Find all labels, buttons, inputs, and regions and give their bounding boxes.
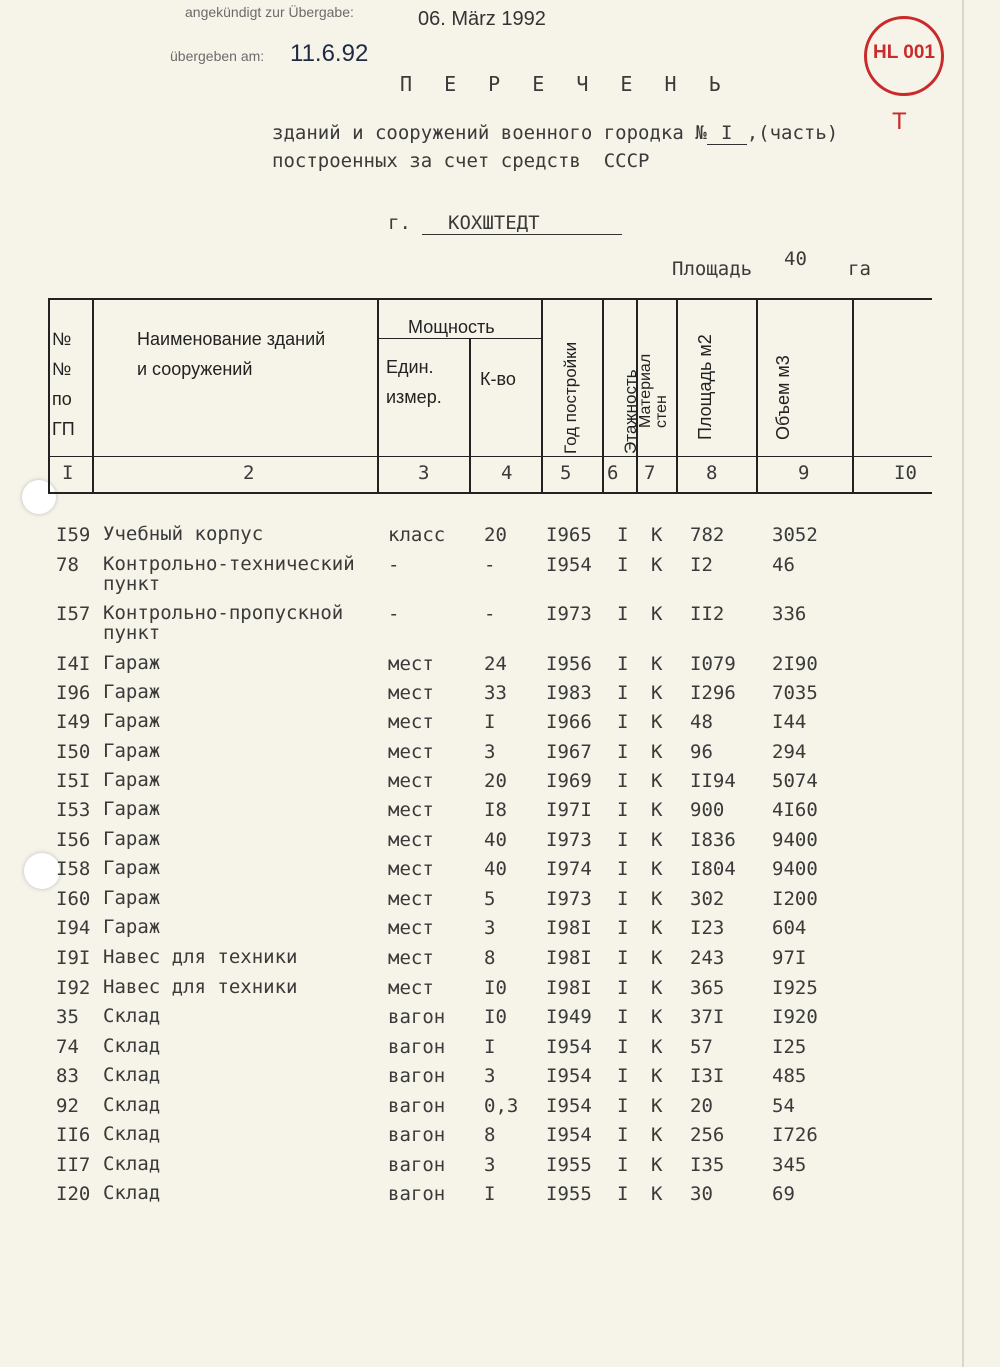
gp-number-cell: I58: [56, 858, 91, 880]
unit-cell: вагон: [388, 1095, 446, 1117]
year-cell: I954: [546, 1036, 592, 1058]
quantity-cell: 3: [484, 741, 496, 763]
col1-header: №№ по ГП: [52, 329, 75, 439]
column-number: 8: [706, 462, 718, 484]
year-cell: I954: [546, 1095, 592, 1117]
year-cell: I955: [546, 1183, 592, 1205]
column-number: 3: [418, 462, 430, 484]
quantity-cell: I: [484, 711, 496, 733]
building-name-cell: Склад: [103, 1182, 161, 1204]
floors-cell: I: [617, 1065, 629, 1087]
volume-cell: 294: [772, 741, 807, 763]
building-name-cell: Учебный корпус: [103, 523, 264, 545]
gp-number-cell: I60: [56, 888, 91, 910]
material-cell: К: [651, 653, 663, 675]
gp-number-cell: 35: [56, 1006, 79, 1028]
floors-cell: I: [617, 829, 629, 851]
year-cell: I973: [546, 829, 592, 851]
col4-header: К-во: [480, 369, 516, 389]
gp-number-cell: 83: [56, 1065, 79, 1087]
material-cell: К: [651, 799, 663, 821]
gp-number-cell: II6: [56, 1124, 91, 1146]
table-row: [0, 653, 1000, 682]
year-cell: I955: [546, 1154, 592, 1176]
material-cell: К: [651, 1065, 663, 1087]
area-cell: 365: [690, 977, 725, 999]
floors-cell: I: [617, 554, 629, 576]
material-cell: К: [651, 1124, 663, 1146]
table-row: [0, 1154, 1000, 1183]
quantity-cell: 24: [484, 653, 507, 675]
unit-cell: мест: [388, 741, 434, 763]
area-cell: 57: [690, 1036, 713, 1058]
volume-cell: 485: [772, 1065, 807, 1087]
grid-line: [541, 300, 543, 494]
building-name-cell: Контрольно-пропускной пункт: [103, 602, 344, 644]
table-row: [0, 1183, 1000, 1212]
grid-line: [852, 300, 854, 494]
year-cell: I974: [546, 858, 592, 880]
area-cell: 900: [690, 799, 725, 821]
gp-number-cell: II7: [56, 1154, 91, 1176]
unit-cell: мест: [388, 770, 434, 792]
volume-cell: I200: [772, 888, 818, 910]
table-bottom-rule: [48, 492, 932, 494]
table-row: [0, 917, 1000, 946]
area-cell: 782: [690, 524, 725, 546]
quantity-cell: I: [484, 1183, 496, 1205]
area-cell: I3I: [690, 1065, 725, 1087]
material-cell: К: [651, 741, 663, 763]
material-cell: К: [651, 1183, 663, 1205]
column-number: I: [62, 462, 74, 484]
unit-cell: класс: [388, 524, 446, 546]
area-cell: II94: [690, 770, 736, 792]
volume-cell: 97I: [772, 947, 807, 969]
floors-cell: I: [617, 947, 629, 969]
floors-cell: I: [617, 858, 629, 880]
header-line-2: построенных за счет средств СССР: [272, 150, 650, 172]
area-cell: 302: [690, 888, 725, 910]
quantity-cell: I0: [484, 1006, 507, 1028]
material-cell: К: [651, 682, 663, 704]
year-cell: I973: [546, 888, 592, 910]
gp-number-cell: 78: [56, 554, 79, 576]
gp-number-cell: I50: [56, 741, 91, 763]
col9-header: Объем м3: [773, 355, 793, 440]
material-cell: К: [651, 917, 663, 939]
grid-line: [92, 300, 94, 494]
year-cell: I98I: [546, 977, 592, 999]
floors-cell: I: [617, 682, 629, 704]
table-row: [0, 682, 1000, 711]
column-number: 2: [243, 462, 255, 484]
unit-cell: -: [388, 554, 400, 576]
floors-cell: I: [617, 917, 629, 939]
quantity-cell: 8: [484, 947, 496, 969]
table-row: [0, 553, 1000, 595]
material-cell: К: [651, 1154, 663, 1176]
floors-cell: I: [617, 1006, 629, 1028]
col6-header: Этажность: [621, 369, 640, 454]
year-cell: I954: [546, 1065, 592, 1087]
table-top-rule: [48, 298, 932, 300]
year-cell: I97I: [546, 799, 592, 821]
volume-cell: 336: [772, 603, 807, 625]
material-cell: К: [651, 1006, 663, 1028]
corner-mark: T: [892, 108, 907, 135]
area-cell: II2: [690, 603, 725, 625]
unit-cell: вагон: [388, 1154, 446, 1176]
gp-number-cell: I9I: [56, 947, 91, 969]
volume-cell: 3052: [772, 524, 818, 546]
volume-cell: I726: [772, 1124, 818, 1146]
floors-cell: I: [617, 524, 629, 546]
grid-line: [48, 300, 50, 494]
floors-cell: I: [617, 1036, 629, 1058]
grid-line: [756, 300, 758, 494]
quantity-cell: 40: [484, 858, 507, 880]
table-row: [0, 1124, 1000, 1153]
year-cell: I956: [546, 653, 592, 675]
material-cell: К: [651, 888, 663, 910]
building-name-cell: Гараж: [103, 740, 161, 762]
quantity-cell: 3: [484, 917, 496, 939]
unit-cell: мест: [388, 799, 434, 821]
area-cell: 48: [690, 711, 713, 733]
volume-cell: 54: [772, 1095, 795, 1117]
area-cell: I23: [690, 917, 725, 939]
building-name-cell: Склад: [103, 1064, 161, 1086]
volume-cell: 604: [772, 917, 807, 939]
material-cell: К: [651, 524, 663, 546]
gp-number-cell: I59: [56, 524, 91, 546]
material-cell: К: [651, 603, 663, 625]
floors-cell: I: [617, 711, 629, 733]
table-row: [0, 888, 1000, 917]
header-line-1: [272, 122, 838, 145]
building-name-cell: Гараж: [103, 857, 161, 879]
table-row: [0, 799, 1000, 828]
floors-cell: I: [617, 888, 629, 910]
column-number: I0: [894, 462, 917, 484]
building-name-cell: Гараж: [103, 828, 161, 850]
area-cell: 30: [690, 1183, 713, 1205]
floors-cell: I: [617, 1124, 629, 1146]
area-cell: 256: [690, 1124, 725, 1146]
building-name-cell: Гараж: [103, 710, 161, 732]
area-cell: I079: [690, 653, 736, 675]
capacity-header: Мощность: [408, 317, 495, 337]
gp-number-cell: I53: [56, 799, 91, 821]
unit-cell: мест: [388, 977, 434, 999]
area-cell: 96: [690, 741, 713, 763]
city-name: КОХШТЕДТ: [422, 212, 622, 235]
volume-cell: I44: [772, 711, 807, 733]
handed-date: 11.6.92: [290, 40, 369, 67]
column-number: 6: [607, 462, 619, 484]
gp-number-cell: I56: [56, 829, 91, 851]
material-cell: К: [651, 770, 663, 792]
col3-header: Един. измер.: [386, 357, 442, 407]
area-cell: 243: [690, 947, 725, 969]
grid-line: [602, 300, 604, 494]
gp-number-cell: 74: [56, 1036, 79, 1058]
col2-header: Наименование зданий и сооружений: [137, 329, 326, 379]
unit-cell: мест: [388, 947, 434, 969]
quantity-cell: -: [484, 603, 496, 625]
quantity-cell: 3: [484, 1065, 496, 1087]
unit-cell: мест: [388, 682, 434, 704]
material-cell: К: [651, 554, 663, 576]
table-row: [0, 858, 1000, 887]
material-cell: К: [651, 711, 663, 733]
unit-cell: мест: [388, 653, 434, 675]
announced-label: angekündigt zur Übergabe:: [185, 4, 354, 20]
year-cell: I967: [546, 741, 592, 763]
grid-line: [377, 300, 379, 494]
material-cell: К: [651, 829, 663, 851]
building-name-cell: Гараж: [103, 681, 161, 703]
building-name-cell: Склад: [103, 1005, 161, 1027]
col7-header: Материал стен: [637, 353, 670, 428]
volume-cell: 9400: [772, 829, 818, 851]
gp-number-cell: I20: [56, 1183, 91, 1205]
area-cell: I836: [690, 829, 736, 851]
building-name-cell: Гараж: [103, 916, 161, 938]
year-cell: I966: [546, 711, 592, 733]
col8-header: Площадь м2: [695, 334, 715, 440]
building-name-cell: Гараж: [103, 798, 161, 820]
volume-cell: I25: [772, 1036, 807, 1058]
quantity-cell: I: [484, 1036, 496, 1058]
gp-number-cell: 92: [56, 1095, 79, 1117]
volume-cell: 5074: [772, 770, 818, 792]
volume-cell: 9400: [772, 858, 818, 880]
volume-cell: 2I90: [772, 653, 818, 675]
volume-cell: 46: [772, 554, 795, 576]
building-name-cell: Склад: [103, 1094, 161, 1116]
quantity-cell: I8: [484, 799, 507, 821]
quantity-cell: I0: [484, 977, 507, 999]
material-cell: К: [651, 977, 663, 999]
volume-cell: 69: [772, 1183, 795, 1205]
area-cell: I804: [690, 858, 736, 880]
building-name-cell: Склад: [103, 1035, 161, 1057]
table-row: [0, 524, 1000, 553]
quantity-cell: 5: [484, 888, 496, 910]
year-cell: I98I: [546, 917, 592, 939]
table-row: [0, 1095, 1000, 1124]
quantity-cell: 40: [484, 829, 507, 851]
year-cell: I98I: [546, 947, 592, 969]
floors-cell: I: [617, 770, 629, 792]
table-row: [0, 829, 1000, 858]
gp-number-cell: I57: [56, 603, 91, 625]
year-cell: I954: [546, 554, 592, 576]
unit-cell: мест: [388, 917, 434, 939]
table-row: [0, 1036, 1000, 1065]
document-title: П Е Р Е Ч Е Н Ь: [400, 72, 731, 96]
table-row: [0, 770, 1000, 799]
volume-cell: 4I60: [772, 799, 818, 821]
unit-cell: вагон: [388, 1124, 446, 1146]
gp-number-cell: I94: [56, 917, 91, 939]
floors-cell: I: [617, 799, 629, 821]
gp-number-cell: I96: [56, 682, 91, 704]
table-row: [0, 741, 1000, 770]
unit-cell: вагон: [388, 1036, 446, 1058]
material-cell: К: [651, 1036, 663, 1058]
gp-number-cell: I5I: [56, 770, 91, 792]
gp-number-cell: I49: [56, 711, 91, 733]
area-label: Площадь: [672, 258, 753, 280]
volume-cell: I920: [772, 1006, 818, 1028]
floors-cell: I: [617, 603, 629, 625]
area-cell: 37I: [690, 1006, 725, 1028]
table-row: [0, 947, 1000, 976]
material-cell: К: [651, 947, 663, 969]
year-cell: I983: [546, 682, 592, 704]
area-cell: I35: [690, 1154, 725, 1176]
quantity-cell: 8: [484, 1124, 496, 1146]
column-number: 9: [798, 462, 810, 484]
volume-cell: I925: [772, 977, 818, 999]
year-cell: I965: [546, 524, 592, 546]
table-row: [0, 711, 1000, 740]
unit-cell: мест: [388, 858, 434, 880]
building-name-cell: Гараж: [103, 769, 161, 791]
announced-date: 06. März 1992: [418, 8, 546, 30]
floors-cell: I: [617, 977, 629, 999]
gp-number-cell: I4I: [56, 653, 91, 675]
grid-line: [676, 300, 678, 494]
gp-number-cell: I92: [56, 977, 91, 999]
quantity-cell: 3: [484, 1154, 496, 1176]
garrison-number: I: [707, 122, 747, 145]
building-name-cell: Склад: [103, 1153, 161, 1175]
table-row: [0, 1065, 1000, 1094]
year-cell: I954: [546, 1124, 592, 1146]
punch-hole-top: [22, 480, 56, 514]
quantity-cell: 20: [484, 524, 507, 546]
volume-cell: 7035: [772, 682, 818, 704]
unit-cell: вагон: [388, 1065, 446, 1087]
building-name-cell: Контрольно-технический пункт: [103, 553, 355, 595]
building-name-cell: Склад: [103, 1123, 161, 1145]
quantity-cell: 20: [484, 770, 507, 792]
building-name-cell: Гараж: [103, 887, 161, 909]
city-prefix: г.: [388, 212, 411, 234]
floors-cell: I: [617, 741, 629, 763]
material-cell: К: [651, 1095, 663, 1117]
table-row: [0, 602, 1000, 644]
column-number: 7: [644, 462, 656, 484]
volume-cell: 345: [772, 1154, 807, 1176]
area-cell: I296: [690, 682, 736, 704]
floors-cell: I: [617, 653, 629, 675]
quantity-cell: 33: [484, 682, 507, 704]
floors-cell: I: [617, 1095, 629, 1117]
quantity-cell: 0,3: [484, 1095, 519, 1117]
unit-cell: вагон: [388, 1183, 446, 1205]
year-cell: I969: [546, 770, 592, 792]
header-bottom-rule: [48, 456, 932, 457]
handed-label: übergeben am:: [170, 48, 265, 64]
table-row: [0, 977, 1000, 1006]
building-name-cell: Навес для техники: [103, 946, 298, 968]
area-unit: га: [848, 258, 871, 280]
unit-cell: мест: [388, 711, 434, 733]
col5-header: Год постройки: [561, 341, 580, 454]
header-line-1-suffix: ,(часть): [746, 122, 839, 144]
material-cell: К: [651, 858, 663, 880]
unit-cell: -: [388, 603, 400, 625]
unit-cell: мест: [388, 888, 434, 910]
table-row: [0, 1006, 1000, 1035]
header-line-1-prefix: зданий и сооружений военного городка №: [272, 122, 707, 144]
building-name-cell: Навес для техники: [103, 976, 298, 998]
area-cell: I2: [690, 554, 713, 576]
unit-cell: мест: [388, 829, 434, 851]
unit-cell: вагон: [388, 1006, 446, 1028]
year-cell: I973: [546, 603, 592, 625]
column-number: 4: [501, 462, 513, 484]
column-number: 5: [560, 462, 572, 484]
area-cell: 20: [690, 1095, 713, 1117]
year-cell: I949: [546, 1006, 592, 1028]
building-name-cell: Гараж: [103, 652, 161, 674]
floors-cell: I: [617, 1183, 629, 1205]
quantity-cell: -: [484, 554, 496, 576]
floors-cell: I: [617, 1154, 629, 1176]
area-value: 40: [784, 248, 807, 270]
corner-code: HL 001: [873, 42, 935, 63]
